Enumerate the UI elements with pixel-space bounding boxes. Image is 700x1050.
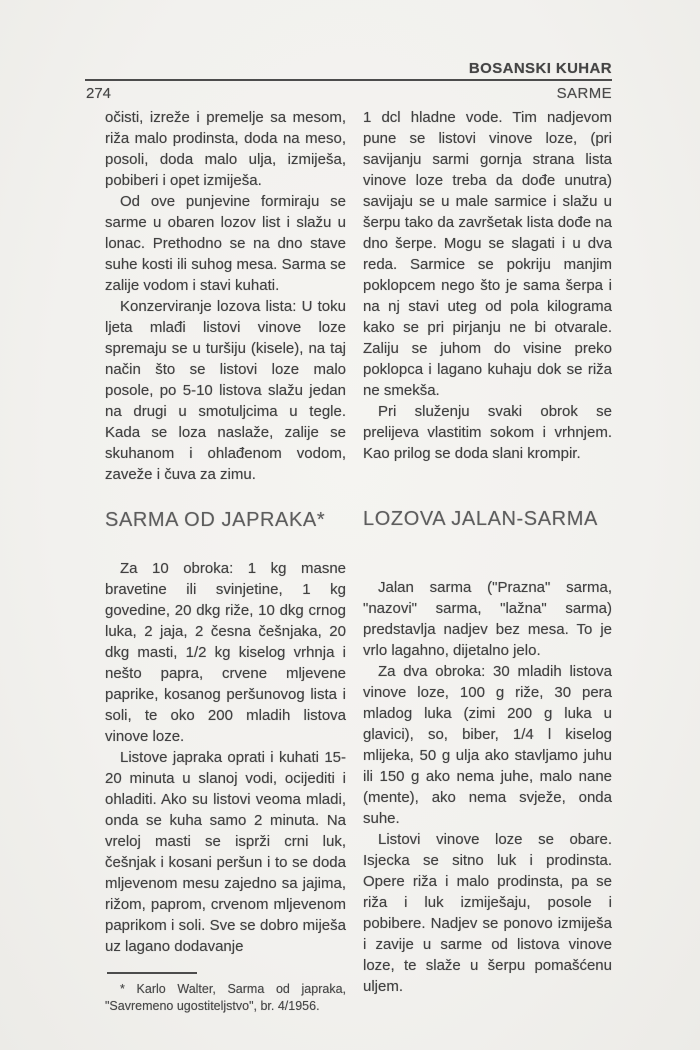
recipe-heading-lozova-jalan-sarma: LOZOVA JALAN-SARMA [363, 508, 598, 530]
paragraph: Od ove punjevine formiraju se sarme u obaren lozov list i slažu u lonac. Prethodno se na dno stave suhe kosti ili suhog mesa. Sarma se zalije vodom i stavi kuhati. [105, 193, 346, 294]
page-number: 274 [86, 85, 112, 102]
left-column [105, 107, 346, 1015]
section-title: SARME [556, 85, 612, 102]
recipe-heading-sarma-od-japraka: SARMA OD JAPRAKA* [105, 509, 326, 531]
footnote-text: * Karlo Walter, Sarma od japraka, "Savremeno ugostiteljstvo", br. 4/1956. [105, 982, 346, 1013]
footnote-rule [107, 972, 197, 974]
paragraph: Konzerviranje lozova lista: U toku ljeta mlađi listovi vinove loze spremaju se u turšiju (kisele), na taj način što se listovi loze malo posole, po 5-10 listova slažu jedan na drugi u smotuljcima u tegle. Kada se loza naslaže, zalije se skuhanom i ohlađenom vodom, zaveže i čuva za zimu. [105, 298, 346, 483]
paragraph: Pri služenju svaki obrok se prelijeva vlastitim sokom i vrhnjem. Kao prilog se doda slani krompir. [363, 403, 612, 462]
paragraph: 1 dcl hladne vode. Tim nadjevom pune se listovi vinove loze, (pri savijanju sarmi gornja strana lista vinove loze treba da dođe unutra) savijaju se u male sarmice i slažu u šerpu tako da završetak lista dođe na dno šerpe. Mogu se slagati i u dva reda. Sarmice se pokriju manjim poklopcem nego što je sama šerpa i na nj stavi uteg od pola kilograma kako se pri pirjanju ne bi otvarale. Zaliju se juhom do visine preko poklopca i lagano kuhaju dok se riža ne smekša. [363, 109, 612, 399]
header-rule [85, 79, 612, 81]
book-title: BOSANSKI KUHAR [468, 60, 612, 77]
paragraph: Listovi vinove loze se obare. Isjecka se sitno luk i prodinsta. Opere riža i malo prodinsta, pa se riža i luk izmiješaju, posole i pobibere. Nadjev se ponovo izmiješa i zavije u sarme od listova vinove loze, te slaže u šerpu pomašćenu uljem. [363, 831, 612, 995]
paragraph: Za 10 obroka: 1 kg masne bravetine ili svinjetine, 1 kg govedine, 20 dkg riže, 10 dkg crnog luka, 2 jaja, 2 česna češnjaka, 20 dkg masti, 1/2 kg kiselog vrhnja i nešto papra, crvene mljevene paprike, kosanog peršunovog lista i soli, te oko 200 mladih listova vinove loze. [105, 560, 346, 745]
paragraph: očisti, izreže i premelje sa mesom, riža malo prodinsta, doda na meso, posoli, doda malo ulja, izmiješa, pobiberi i opet izmiješa. [105, 109, 346, 189]
paragraph: Jalan sarma ("Prazna" sarma, "nazovi" sarma, "lažna" sarma) predstavlja nadjev bez mesa. To je vrlo lagahno, dijetalno jelo. [363, 579, 612, 659]
right-column [363, 107, 612, 997]
paragraph: Listove japraka oprati i kuhati 15-20 minuta u slanoj vodi, ocijediti i ohladiti. Ako su listovi veoma mladi, onda se kuha samo 2 minuta. Na vreloj masti se isprži crni luk, češnjak i kosani peršun i to se doda mljevenom mesu zajedno sa jajima, rižom, paprom, crvenom mljevenom paprikom i soli. Sve se dobro miješa uz lagano dodavanje [105, 749, 346, 955]
paragraph: Za dva obroka: 30 mladih listova vinove loze, 100 g riže, 30 pera mladog luka (zimi 200 g luka u glavici), so, biber, 1/4 l kiselog mlijeka, 50 g ulja ako stavljamo juhu ili 150 g ako nema juhe, malo nane (mente), ako nema svježe, onda suhe. [363, 663, 612, 827]
